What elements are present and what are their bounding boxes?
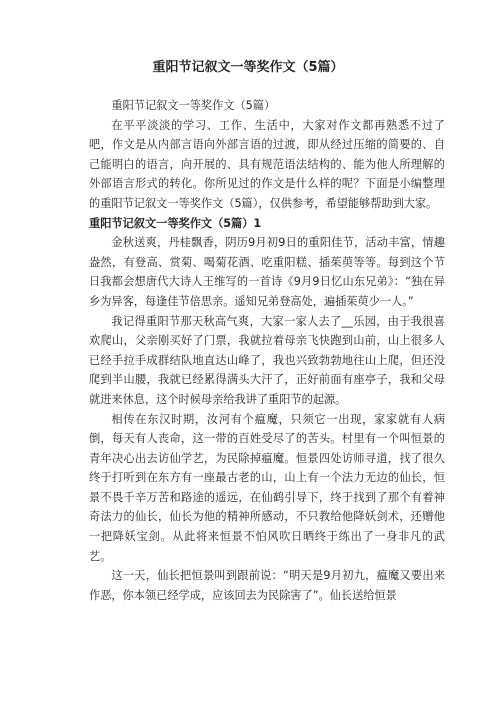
document-body	[89, 96, 445, 605]
section-paragraph-2: 我记得重阳节那天秋高气爽，大家一家人去了__乐园，由于我很喜欢爬山，父亲刚买好了门票，我就拉着母亲飞快跑到山前，山上很多人已经手拉手成群结队地直达山峰了，我也兴致勃勃地往山上爬，但还没爬到半山腰，我就已经累得满头大汗了，正好前面有座亭子，我和父母就进来休息，这个时候母亲给我讲了重阳节的起源。	[89, 314, 445, 406]
section-paragraph-4: 这一天，仙长把恒景叫到跟前说：“明天是9月初九，瘟魔又要出来作恶，你本领已经学成，应该回去为民除害了”。仙长送给恒景	[89, 569, 445, 602]
section-heading: 重阳节记叙文一等奖作文（5篇）1	[89, 216, 262, 230]
document-title: 重阳节记叙文一等奖作文（5篇）	[152, 60, 344, 75]
intro-subtitle: 重阳节记叙文一等奖作文（5篇）	[111, 99, 276, 112]
intro-paragraph: 在平平淡淡的学习、工作、生活中，大家对作文都再熟悉不过了吧，作文是从内部言语向外部言语的过渡，即从经过压缩的简要的、自己能明白的语言，向开展的、具有规范语法结构的、能为他人所理解的外部语言形式的转化。你所见过的作文是什么样的呢？下面是小编整理的重阳节记叙文一等奖作文（5篇），仅供参考，希望能够帮助到大家。	[89, 118, 445, 210]
section-paragraph-3: 相传在东汉时期，汝河有个瘟魔，只须它一出现，家家就有人病倒，每天有人丧命，这一带的百姓受尽了的苦头。村里有一个叫恒景的青年决心出去访仙学艺，为民除掉瘟魔。恒景四处访师寻道，找了很久终于打听到在东方有一座最古老的山，山上有一个法力无边的仙长，恒景不畏千辛万苦和路途的遥远，在仙鹤引导下，终于找到了那个有着神奇法力的仙长，仙长为他的精神所感动，不只教给他降妖剑术，还赠他一把降妖宝剑。从此将来恒景不怕风吹日晒终于练出了一身非凡的武艺。	[89, 412, 445, 563]
section-paragraph-1: 金秋送爽，丹桂飘香，阴历9月初9日的重阳佳节，活动丰富，情趣盎然，有登高、赏菊、喝菊花酒、吃重阳糕、插茱萸等等。每到这个节日我都会想唐代大诗人王维写的一首诗《9月9日忆山东兄弟》：“独在异乡为异客，每逢佳节倍思亲。遥知兄弟登高处，遍插茱萸少一人。”	[89, 236, 445, 308]
